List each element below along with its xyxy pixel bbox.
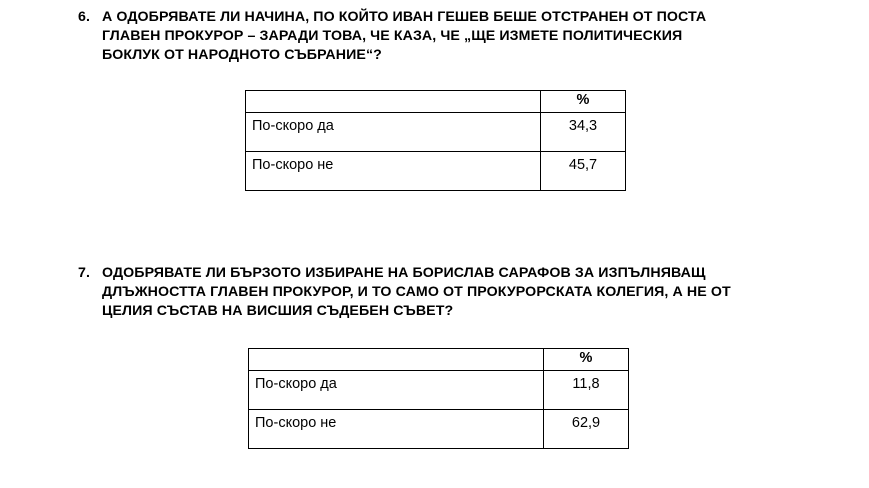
table-row bbox=[249, 371, 629, 410]
table-row bbox=[246, 113, 626, 152]
question-number: 6. bbox=[78, 9, 91, 25]
answer-value: 11,8 bbox=[544, 371, 629, 410]
question-text-line: ЦЕЛИЯ СЪСТАВ НА ВИСШИЯ СЪДЕБЕН СЪВЕТ? bbox=[102, 303, 454, 319]
table-header-label bbox=[249, 349, 544, 371]
results-table-6 bbox=[245, 90, 626, 191]
results-table-7 bbox=[248, 348, 629, 449]
answer-label: По-скоро не bbox=[249, 410, 544, 449]
table-header-row bbox=[249, 349, 629, 371]
table-header-unit: % bbox=[544, 349, 629, 371]
question-text-line: ОДОБРЯВАТЕ ЛИ БЪРЗОТО ИЗБИРАНЕ НА БОРИСЛАВ САРАФОВ ЗА ИЗПЪЛНЯВАЩ bbox=[102, 265, 706, 281]
answer-label: По-скоро да bbox=[246, 113, 541, 152]
table-header-row bbox=[246, 91, 626, 113]
question-number: 7. bbox=[78, 265, 91, 281]
table-row bbox=[246, 152, 626, 191]
question-text bbox=[102, 264, 802, 321]
table-header-label bbox=[246, 91, 541, 113]
question-text-line: ДЛЪЖНОСТТА ГЛАВЕН ПРОКУРОР, И ТО САМО ОТ ПРОКУРОРСКАТА КОЛЕГИЯ, А НЕ ОТ bbox=[102, 284, 731, 300]
question-text-line: БОКЛУК ОТ НАРОДНОТО СЪБРАНИЕ“? bbox=[102, 47, 382, 63]
question-text-line: ГЛАВЕН ПРОКУРОР – ЗАРАДИ ТОВА, ЧЕ КАЗА, ЧЕ „ЩЕ ИЗМЕТЕ ПОЛИТИЧЕСКИЯ bbox=[102, 28, 683, 44]
question-text-line: А ОДОБРЯВАТЕ ЛИ НАЧИНА, ПО КОЙТО ИВАН ГЕШЕВ БЕШЕ ОТСТРАНЕН ОТ ПОСТА bbox=[102, 9, 707, 25]
table-row bbox=[249, 410, 629, 449]
answer-value: 34,3 bbox=[541, 113, 626, 152]
answer-label: По-скоро не bbox=[246, 152, 541, 191]
answer-label: По-скоро да bbox=[249, 371, 544, 410]
table-header-unit: % bbox=[541, 91, 626, 113]
answer-value: 62,9 bbox=[544, 410, 629, 449]
answer-value: 45,7 bbox=[541, 152, 626, 191]
question-text bbox=[102, 8, 802, 65]
